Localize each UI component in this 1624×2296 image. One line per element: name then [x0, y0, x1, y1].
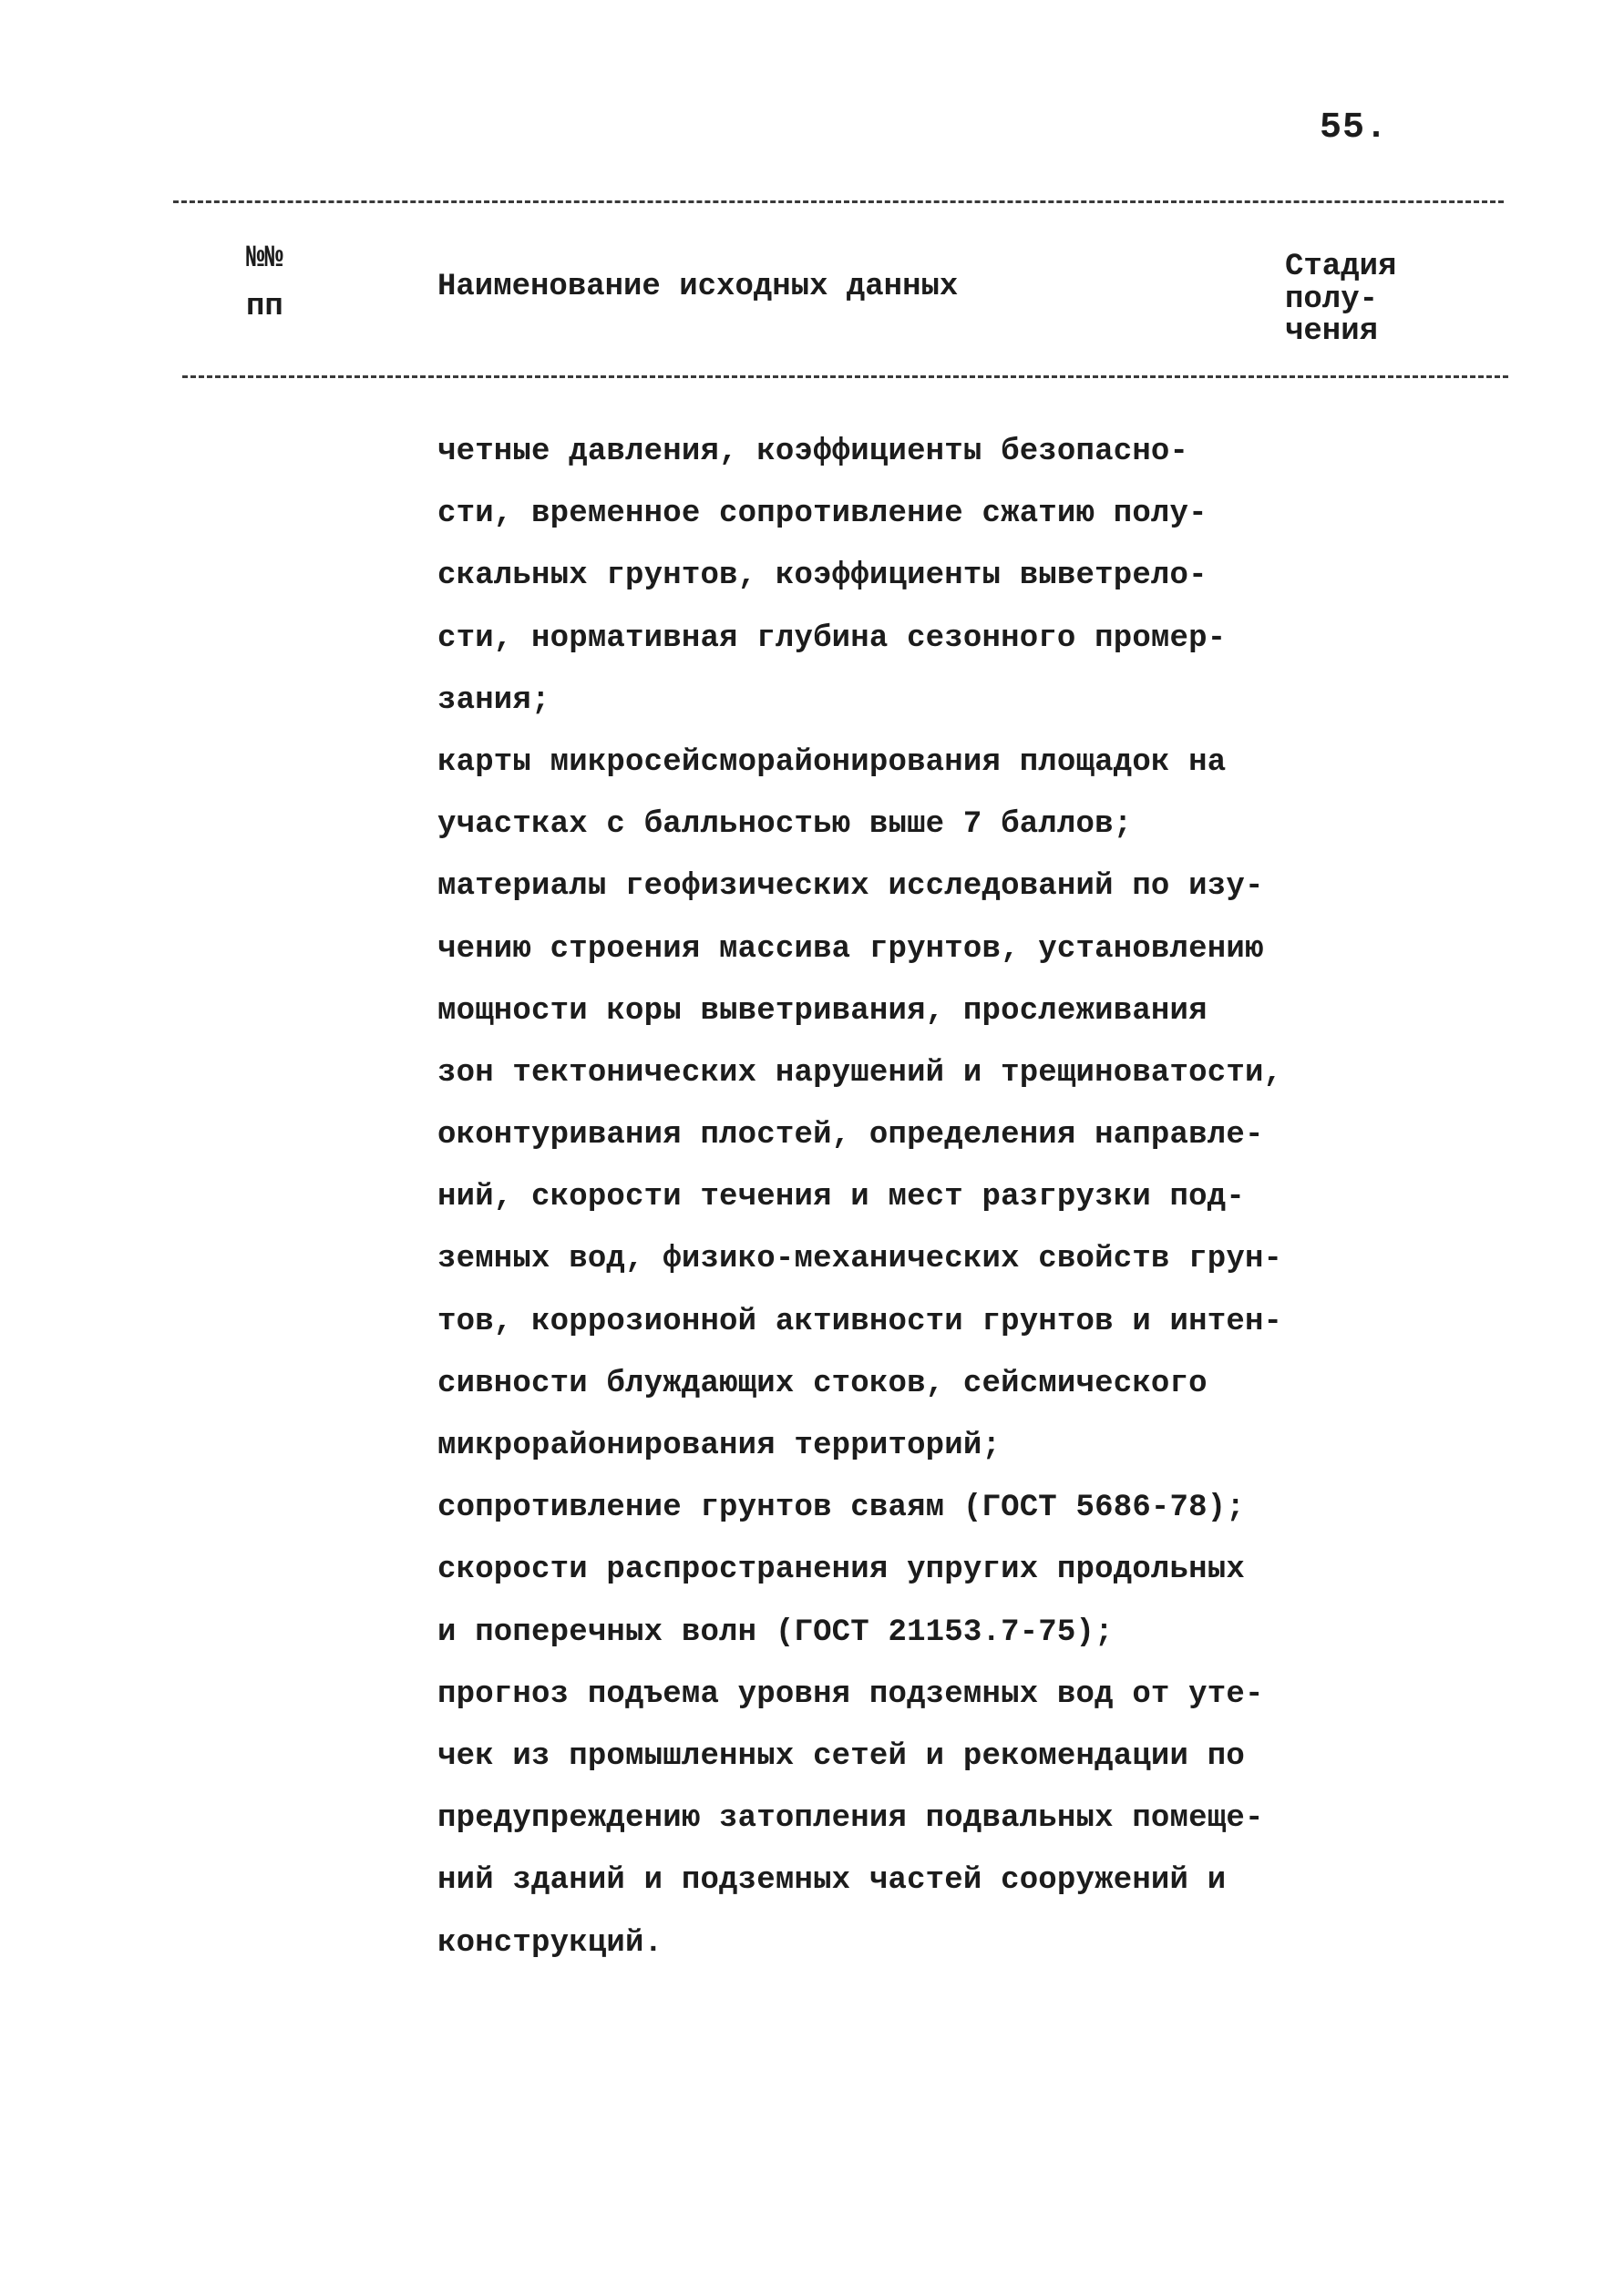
header-stage-column: Стадия полу- чения [1285, 250, 1397, 350]
text-line: чек из промышленных сетей и рекомендации по [437, 1738, 1245, 1774]
header-bottom-rule [182, 375, 1508, 378]
text-line: материалы геофизических исследований по изу- [437, 869, 1264, 905]
text-line: микрорайонирования территорий; [437, 1429, 1002, 1463]
header-number-column: №№ пп [246, 241, 283, 324]
text-line: зон тектонических нарушений и трещиноватости, [437, 1055, 1283, 1091]
text-line: ний зданий и подземных частей сооружений и [437, 1863, 1227, 1899]
text-line: зания; [437, 682, 550, 718]
text-line: участках с балльностью выше 7 баллов; [437, 807, 1133, 843]
header-top-rule [173, 200, 1504, 203]
text-line: сти, временное сопротивление сжатию полу- [437, 497, 1208, 532]
header-name-column: Наименование исходных данных [437, 270, 959, 304]
text-line: сти, нормативная глубина сезонного промер- [437, 620, 1227, 656]
text-line: тов, коррозионной активности грунтов и интен- [437, 1304, 1283, 1339]
text-line: предупреждению затопления подвальных помеще- [437, 1801, 1264, 1837]
text-line: карты микросейсморайонирования площадок на [437, 744, 1227, 780]
text-line: четные давления, коэффициенты безопасно- [437, 435, 1189, 469]
text-line: оконтуривания плостей, определения направле- [437, 1118, 1264, 1153]
text-line: скальных грунтов, коэффициенты выветрело- [437, 559, 1208, 594]
text-line: мощности коры выветривания, прослеживания [437, 993, 1208, 1029]
text-line: и поперечных волн (ГОСТ 21153.7-75); [437, 1614, 1114, 1650]
text-line: чению строения массива грунтов, установлению [437, 931, 1264, 967]
text-line: конструкций. [437, 1925, 663, 1961]
page-number: 55. [1320, 108, 1389, 149]
text-line: земных вод, физико-механических свойств грун- [437, 1242, 1283, 1277]
text-line: ний, скорости течения и мест разгрузки под- [437, 1180, 1245, 1215]
text-line: прогноз подъема уровня подземных вод от уте- [437, 1676, 1264, 1712]
document-body [437, 421, 1282, 1974]
text-line: скорости распространения упругих продольных [437, 1553, 1245, 1588]
text-line: сивности блуждающих стоков, сейсмического [437, 1366, 1208, 1401]
text-line: сопротивление грунтов сваям (ГОСТ 5686-78); [437, 1491, 1245, 1526]
